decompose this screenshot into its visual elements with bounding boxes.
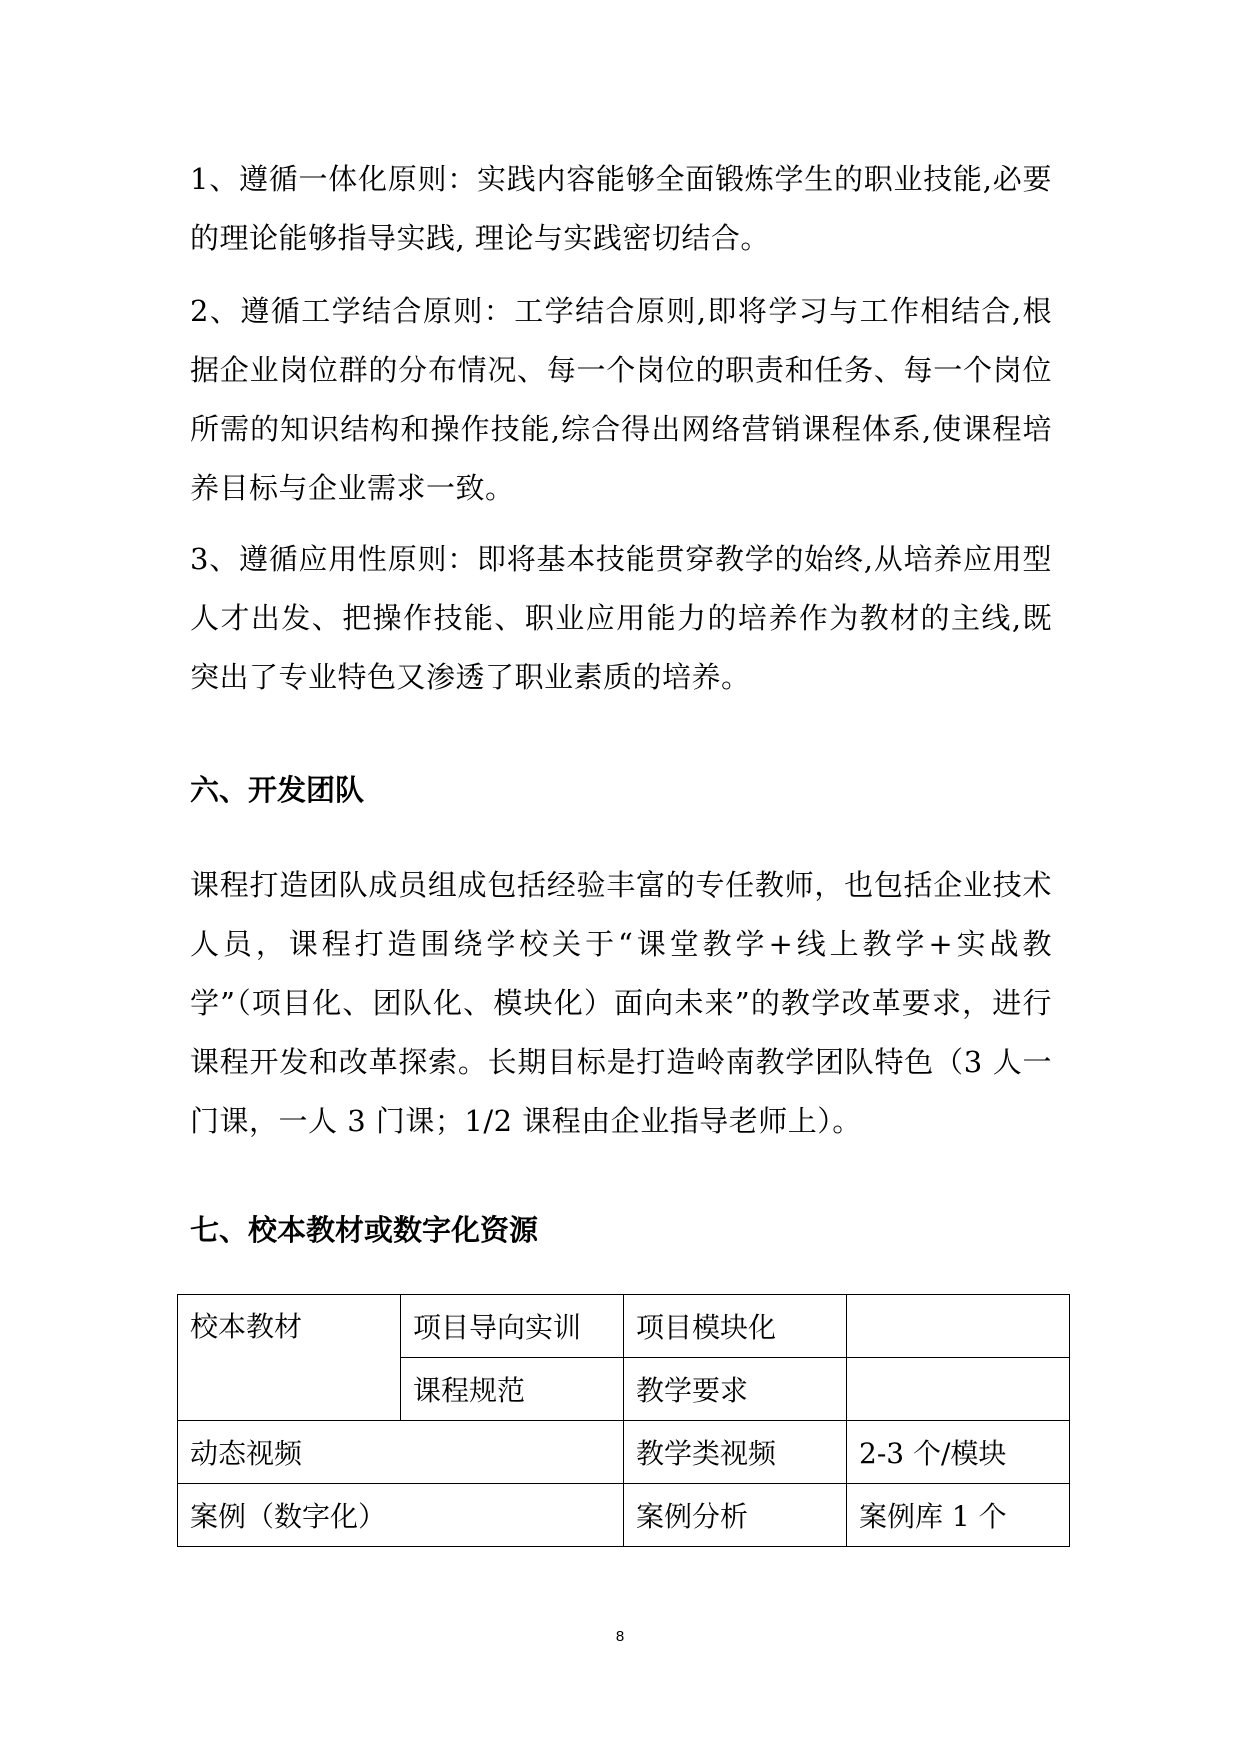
- table-cell: 校本教材: [178, 1295, 401, 1421]
- table-cell: [847, 1358, 1070, 1421]
- section-heading-resources: 七、校本教材或数字化资源: [190, 1213, 539, 1247]
- table-cell: 项目导向实训: [401, 1295, 624, 1358]
- table-cell: [847, 1295, 1070, 1358]
- principle-3: 3、遵循应用性原则：即将基本技能贯穿教学的始终,从培养应用型人才出发、把操作技能、职业应用能力的培养作为教材的主线,既突出了专业特色又渗透了职业素质的培养。: [190, 542, 1052, 694]
- table-cell: 案例库 1 个: [847, 1484, 1070, 1547]
- principle-1: 1、遵循一体化原则：实践内容能够全面锻炼学生的职业技能,必要的理论能够指导实践, 理论与实践密切结合。: [190, 162, 1052, 255]
- table-cell: 课程规范: [401, 1358, 624, 1421]
- table-cell: 案例分析: [624, 1484, 847, 1547]
- table-row: [178, 1295, 1070, 1358]
- principle-2: 2、遵循工学结合原则：工学结合原则,即将学习与工作相结合,根据企业岗位群的分布情况、每一个岗位的职责和任务、每一个岗位所需的知识结构和操作技能,综合得出网络营销课程体系,使课程培养目标与企业需求一致。: [190, 294, 1052, 505]
- team-paragraph: 课程打造团队成员组成包括经验丰富的专任教师，也包括企业技术人员，课程打造围绕学校关于“课堂教学+线上教学+实战教学”（项目化、团队化、模块化）面向未来”的教学改革要求，进行课程开发和改革探索。长期目标是打造岭南教学团队特色（3 人一门课，一人 3 门课；1/2 课程由企业指导老师上）。: [190, 868, 1052, 1138]
- table-cell: 动态视频: [178, 1421, 624, 1484]
- page-number: 8: [615, 1628, 625, 1645]
- table-cell: 2-3 个/模块: [847, 1421, 1070, 1484]
- table-row: [178, 1421, 1070, 1484]
- table-row: [178, 1484, 1070, 1547]
- table-cell: 教学要求: [624, 1358, 847, 1421]
- table-cell: 教学类视频: [624, 1421, 847, 1484]
- table-cell: 案例（数字化）: [178, 1484, 624, 1547]
- resources-table: [177, 1294, 1070, 1547]
- table-cell: 项目模块化: [624, 1295, 847, 1358]
- section-heading-team: 六、开发团队: [190, 773, 365, 807]
